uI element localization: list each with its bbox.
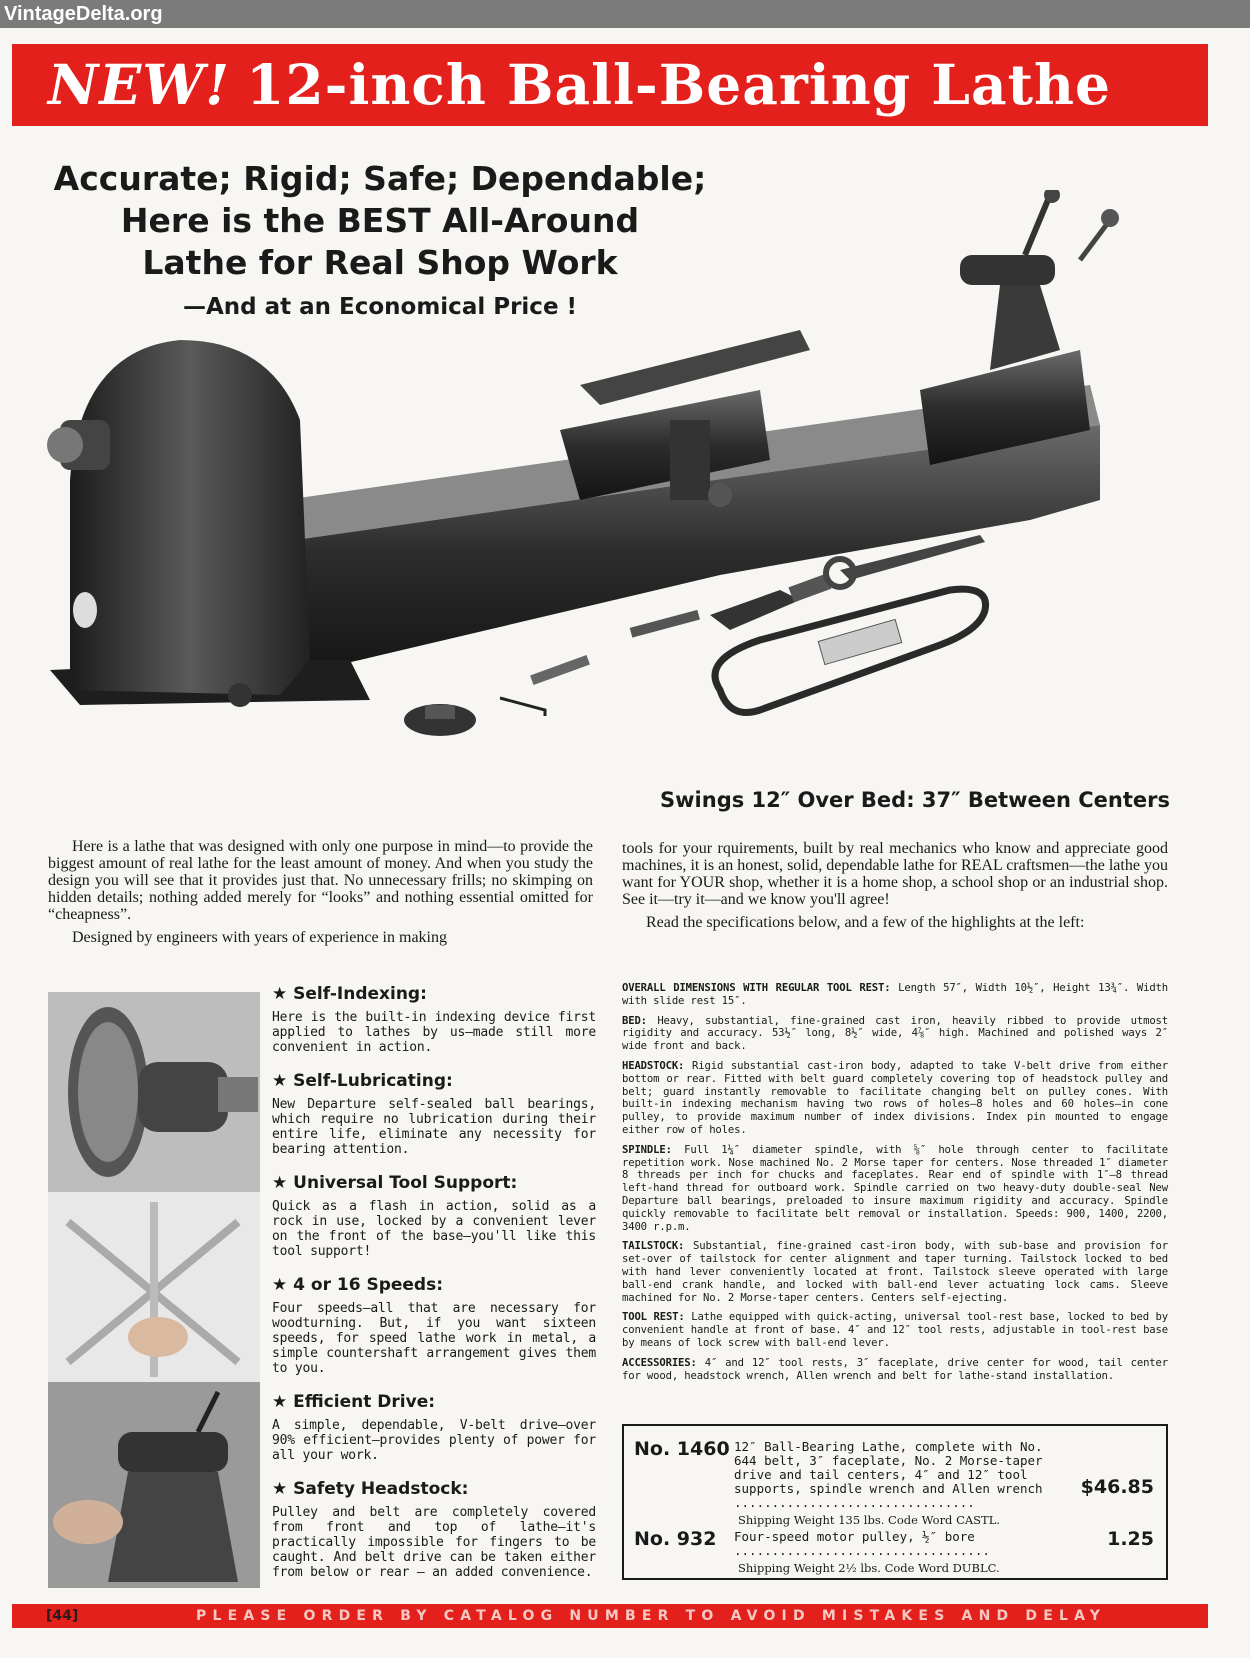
feature-body: Four speeds—all that are necessary for woodturning. But, if you want sixteen speeds, for speed lathe work in metal, a simple countershaft arrangement gives them to you. (272, 1301, 596, 1376)
item-description-text: 12″ Ball-Bearing Lathe, complete with No. 644 belt, 3″ faceplate, No. 2 Morse-taper drive and tail centers, 4″ and 12″ tool supports, spindle wrench and Allen wrench ................................ (734, 1439, 1043, 1510)
site-watermark: VintageDelta.org (0, 0, 1250, 28)
spec-accessories (622, 1357, 1168, 1383)
item-description-text: Four-speed motor pulley, ½″ bore .................................. (734, 1529, 990, 1558)
intro-paragraph-2: Designed by engineers with years of experience in making (72, 929, 447, 946)
price-item-1460 (634, 1438, 1160, 1527)
feature-self-indexing (272, 984, 596, 1055)
spec-spindle (622, 1144, 1168, 1234)
item-price: 1.25 (1107, 1528, 1154, 1550)
spec-text: Length 57″, Width 10½″, Height 13¾″. Width with slide rest 15″. (622, 982, 1169, 1007)
headline-line-1: Accurate; Rigid; Safe; Dependable; (53, 159, 707, 198)
shipping-info: Shipping Weight 135 lbs. Code Word CASTL. (738, 1513, 1001, 1527)
feature-safety-headstock (272, 1479, 596, 1580)
feature-universal-tool-support (272, 1173, 596, 1259)
banner-new-word: NEW! (48, 52, 231, 117)
spec-bed (622, 1015, 1168, 1053)
feature-photos (48, 992, 260, 1588)
spec-overall-dimensions (622, 982, 1168, 1008)
feature-efficient-drive (272, 1392, 596, 1463)
headline-line-3: Lathe for Real Shop Work (142, 243, 618, 282)
spec-text: Full 1¼″ diameter spindle, with ⅝″ hole through center to facilitate repetition work. Nose machined No. 2 Morse taper for centers. Nose threaded 1″ diameter 8 threads per inch for chucks and faceplates. Rear end of spindle with 1″—8 thread left-hand thread for outboard work. Spindle carried on two heavy-duty double-seal New Departure ball bearings, preloaded to insure maximum rigidity and accuracy. Spindle quickly removable to facilitate belt removal or installation. Speeds: 900, 1400, 2200, 3400 r.p.m. (622, 1143, 1168, 1233)
title-banner (12, 44, 1208, 126)
spec-text: Lathe equipped with quick-acting, universal tool-rest base, locked to bed by convenient handle at front of base. 4″ and 12″ tool rests, adjustable in tool-rest base by means of lock screw with ball-end lever. (622, 1311, 1169, 1349)
feature-body: A simple, dependable, V-belt drive—over 90% efficient—provides plenty of power for all your work. (272, 1418, 596, 1463)
headline (40, 158, 720, 284)
spec-label: HEADSTOCK: (622, 1059, 685, 1072)
headline-line-2: Here is the BEST All-Around (120, 201, 640, 240)
feature-body: Quick as a flash in action, solid as a rock in use, locked by a convenient lever on the front of the base—you'll like this tool support! (272, 1199, 596, 1259)
intro-paragraph-4: Read the specifications below, and a few of the highlights at the left: (646, 914, 1085, 931)
indexing-photo (48, 992, 260, 1192)
feature-title: ★ Universal Tool Support: (272, 1173, 518, 1193)
price-list (622, 1424, 1168, 1580)
subheadline: —And at an Economical Price ! (182, 294, 578, 320)
tool-support-photo (48, 1192, 260, 1382)
intro-column-right (622, 840, 1168, 931)
footer-message: PLEASE ORDER BY CATALOG NUMBER TO AVOID MISTAKES AND DELAY (196, 1608, 1107, 1624)
spec-label: ACCESSORIES: (622, 1356, 697, 1369)
feature-title: ★ Efficient Drive: (272, 1392, 436, 1412)
feature-speeds (272, 1275, 596, 1376)
lathe-headstock (70, 340, 310, 695)
banner-title: 12-inch Ball-Bearing Lathe (246, 52, 1111, 117)
feature-title: ★ Safety Headstock: (272, 1479, 469, 1499)
spec-label: BED: (622, 1014, 647, 1027)
spec-label: OVERALL DIMENSIONS WITH REGULAR TOOL REST: (622, 982, 891, 994)
feature-self-lubricating (272, 1071, 596, 1157)
spec-text: Substantial, fine-grained cast-iron body, with sub-base and provision for set-over of tailstock for center alignment and taper turning. Tailstock locked to bed with hand lever conveniently located at front. Tailstock sleeve operated with large ball-end crank handle, and locked with ball-end lever actuating lock cams. Sleeve machined for No. 2 Morse-taper centers. Centers self-ejecting. (622, 1240, 1168, 1304)
spec-label: TAILSTOCK: (622, 1240, 685, 1253)
feature-body: Pulley and belt are completely covered from front and top of lathe—it's practically impossible for fingers to be caught. And belt drive can be taken either from below or rear — an added convenience. (272, 1505, 596, 1580)
item-description (734, 1530, 1064, 1575)
feature-title: ★ Self-Indexing: (272, 984, 427, 1004)
catalog-number: No. 932 (634, 1528, 717, 1550)
footer-banner (12, 1604, 1208, 1628)
spec-tool-rest (622, 1311, 1168, 1349)
specifications (622, 982, 1168, 1389)
intro-paragraph-3: tools for your rquirements, built by real mechanics who know and appreciate good machines, it is an honest, solid, dependable lathe for REAL craftsmen—the lathe you want for YOUR shop, whether it is a home shop, a school shop or an industrial shop. See it—try it—and we know you'll agree! (622, 840, 1168, 908)
item-description (734, 1440, 1064, 1527)
intro-column-left (48, 838, 593, 946)
spec-text: Rigid substantial cast-iron body, adapted to take V-belt drive from either bottom or rear. Fitted with belt guard completely covering top of headstock pulley and belt; guard instantly removable to facilitate changing belt on pulley cones. With built-in indexing mechanism having two rows of holes—8 holes and 60 holes—in cone pulley, to provide maximum number of index divisions. Index pin mounted to engage either row of holes. (622, 1059, 1169, 1136)
spec-text: 4″ and 12″ tool rests, 3″ faceplate, drive center for wood, tail center for wood, headstock wrench, Allen wrench and belt for lathe-stand installation. (622, 1356, 1168, 1382)
features-list (272, 984, 596, 1596)
spec-tailstock (622, 1240, 1168, 1304)
lathe-tool-rest (580, 330, 810, 405)
tailstock-photo (48, 1382, 260, 1588)
catalog-number: No. 1460 (634, 1438, 730, 1460)
feature-body: Here is the built-in indexing device first applied to lathes by us—made still more convenient in action. (272, 1010, 596, 1055)
spec-text: Heavy, substantial, fine-grained cast iron, heavily ribbed to provide utmost rigidity and accuracy. 53½″ long, 8½″ wide, 4⅞″ high. Machined and polished ways 2″ wide front and back. (622, 1014, 1169, 1053)
intro-paragraph-1: Here is a lathe that was designed with only one purpose in mind—to provide the biggest amount of real lathe for the least amount of money. And when you study the design you will see that it provides just that. No unnecessary frills; no skimping on hidden details; nothing added merely for “looks” and nothing essential omitted for “cheapness”. (48, 838, 593, 923)
feature-body: New Departure self-sealed ball bearings, which require no lubrication during their entire life, eliminate any necessity for bearing attention. (272, 1097, 596, 1157)
spec-headstock (622, 1060, 1168, 1137)
spec-label: SPINDLE: (622, 1143, 672, 1156)
page-number: [44] (46, 1608, 79, 1624)
item-price: $46.85 (1080, 1476, 1154, 1498)
swing-caption: Swings 12″ Over Bed: 37″ Between Centers (660, 788, 1170, 812)
feature-title: ★ 4 or 16 Speeds: (272, 1275, 444, 1295)
feature-title: ★ Self-Lubricating: (272, 1071, 453, 1091)
price-item-932 (634, 1528, 1160, 1576)
spec-label: TOOL REST: (622, 1311, 685, 1324)
allen-wrench (500, 698, 545, 716)
tool-rest-4in (710, 590, 800, 630)
shipping-info: Shipping Weight 2½ lbs. Code Word DUBLC. (738, 1561, 1000, 1575)
